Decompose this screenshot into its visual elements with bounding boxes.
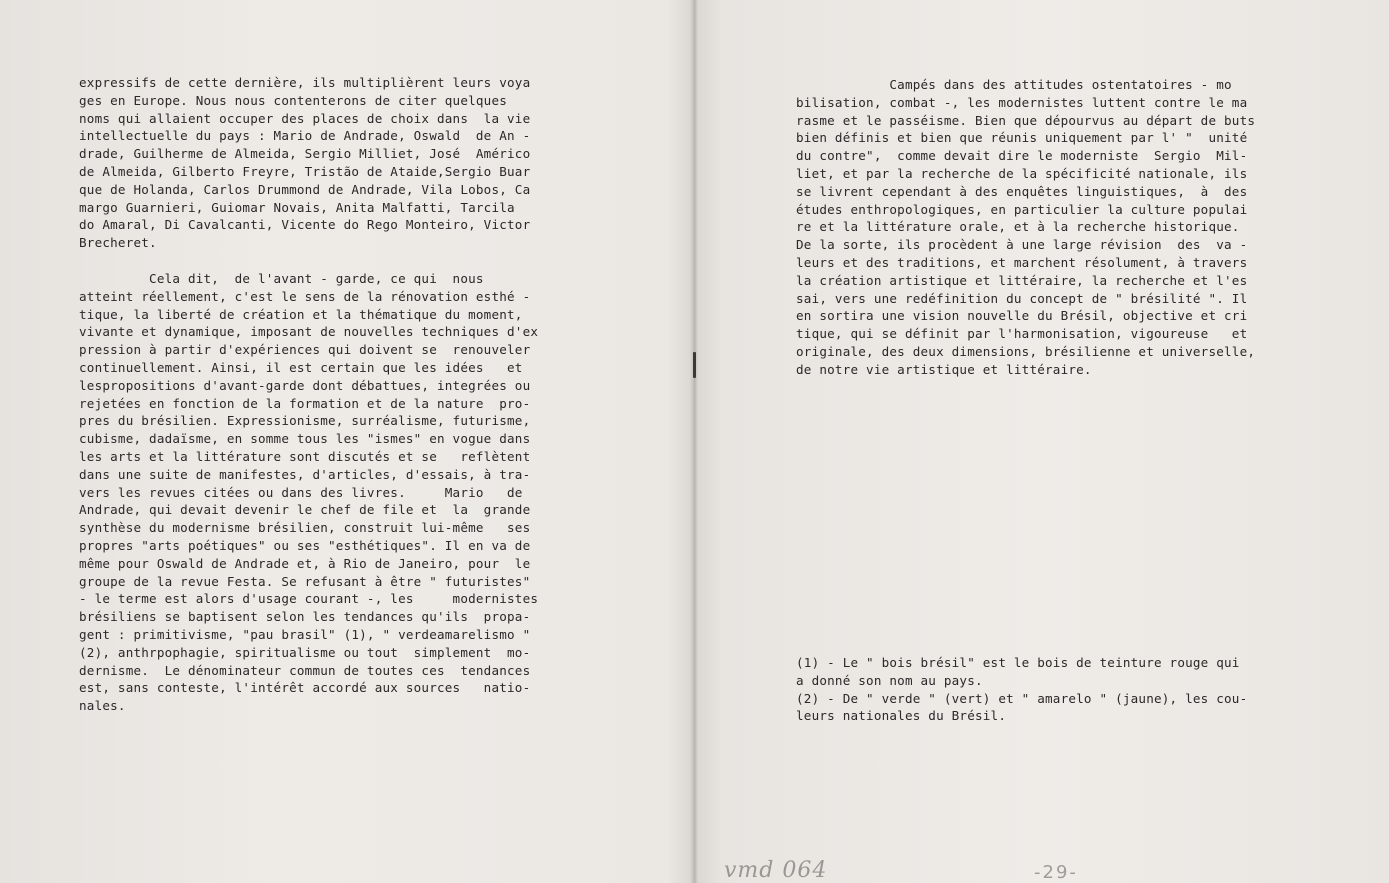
handwritten-note: vmd 064	[724, 858, 828, 883]
text-line: études enthropologiques, en particulier la culture populai	[796, 201, 1248, 217]
text-line: vers les revues citées ou dans des livres. Mario de	[79, 484, 523, 500]
text-line: De la sorte, ils procèdent à une large révision des va -	[796, 237, 1248, 253]
text-line: Andrade, qui devait devenir le chef de file et la grande	[79, 502, 531, 518]
left-paragraph-1	[79, 74, 530, 252]
text-line: originale, des deux dimensions, brésilienne et universelle,	[796, 343, 1256, 359]
text-line: leurs nationales du Brésil.	[796, 708, 1007, 724]
text-line: re et la littérature orale, et à la recherche historique.	[796, 219, 1240, 235]
text-line: de Almeida, Gilberto Freyre, Tristão de Ataide,Sergio Buar	[79, 163, 531, 179]
text-line: du contre", comme devait dire le moderniste Sergio Mil-	[796, 148, 1248, 164]
text-line: Brecheret.	[79, 235, 157, 251]
text-line: est, sans conteste, l'intérêt accordé aux sources natio-	[79, 680, 531, 696]
text-line: que de Holanda, Carlos Drummond de Andrade, Vila Lobos, Ca	[79, 181, 531, 197]
text-line: - le terme est alors d'usage courant -, les modernistes	[79, 591, 539, 607]
text-line: Cela dit, de l'avant - garde, ce qui nous	[79, 271, 484, 286]
text-line: les arts et la littérature sont discutés et se reflètent	[79, 448, 531, 464]
text-line: continuellement. Ainsi, il est certain que les idées et	[79, 359, 523, 375]
text-line: tique, qui se définit par l'harmonisation, vigoureuse et	[796, 326, 1248, 342]
text-line: de notre vie artistique et littéraire.	[796, 361, 1092, 377]
text-line: bien définis et bien que réunis uniquement par l' " unité	[796, 130, 1248, 146]
text-line: gent : primitivisme, "pau brasil" (1), " verdeamarelismo "	[79, 626, 531, 642]
text-line: drade, Guilherme de Almeida, Sergio Milliet, José Américo	[79, 146, 531, 162]
text-line: pres du brésilien. Expressionisme, surréalisme, futurisme,	[79, 413, 531, 429]
text-line: (2) - De " verde " (vert) et " amarelo " (jaune), les cou-	[796, 690, 1248, 706]
text-line: intellectuelle du pays : Mario de Andrade, Oswald de An -	[79, 128, 531, 144]
text-line: margo Guarnieri, Guiomar Novais, Anita Malfatti, Tarcila	[79, 199, 515, 215]
text-line: bilisation, combat -, les modernistes luttent contre le ma	[796, 94, 1248, 110]
text-line: rejetées en fonction de la formation et de la nature pro-	[79, 395, 531, 411]
text-line: ges en Europe. Nous nous contenterons de citer quelques	[79, 92, 508, 108]
text-line: synthèse du modernisme brésilien, construit lui-même ses	[79, 520, 531, 536]
text-line: (2), anthrpophagie, spiritualisme ou tout simplement mo-	[79, 644, 531, 660]
text-line: dans une suite de manifestes, d'articles, d'essais, à tra-	[79, 466, 531, 482]
text-line: leurs et des traditions, et marchent résolument, à travers	[796, 254, 1248, 270]
text-line: la création artistique et littéraire, la recherche et l'es	[796, 272, 1248, 288]
text-line: (1) - Le " bois brésil" est le bois de teinture rouge qui	[796, 655, 1240, 670]
text-line: se livrent cependant à des enquêtes linguistiques, à des	[796, 183, 1248, 199]
text-line: expressifs de cette dernière, ils multiplièrent leurs voya	[79, 75, 531, 90]
text-line: propres "arts poétiques" ou ses "esthétiques". Il en va de	[79, 537, 531, 553]
text-line: en sortira une vision nouvelle du Brésil, objective et cri	[796, 308, 1248, 324]
text-line: nales.	[79, 698, 126, 714]
text-line: vivante et dynamique, imposant de nouvelles techniques d'ex	[79, 324, 539, 340]
page-number: -29-	[1034, 862, 1078, 883]
text-line: a donné son nom au pays.	[796, 672, 983, 688]
text-line: cubisme, dadaïsme, en somme tous les "ismes" en vogue dans	[79, 431, 531, 447]
text-line: groupe de la revue Festa. Se refusant à être " futuristes"	[79, 573, 531, 589]
text-line: lespropositions d'avant-garde dont débattues, integrées ou	[79, 377, 531, 393]
text-line: dernisme. Le dénominateur commun de toutes ces tendances	[79, 662, 531, 678]
text-line: même pour Oswald de Andrade et, à Rio de Janeiro, pour le	[79, 555, 531, 571]
text-line: noms qui allaient occuper des places de choix dans la vie	[79, 110, 531, 126]
left-page	[0, 0, 694, 883]
text-line: sai, vers une redéfinition du concept de " brésilité ". Il	[796, 290, 1248, 306]
right-page	[694, 0, 1389, 883]
text-line: brésiliens se baptisent selon les tendances qu'ils propa-	[79, 609, 531, 625]
text-line: atteint réellement, c'est le sens de la rénovation esthé -	[79, 288, 531, 304]
text-line: tique, la liberté de création et la thématique du moment,	[79, 306, 523, 322]
text-line: pression à partir d'expériences qui doivent se renouveler	[79, 342, 531, 358]
text-line: rasme et le passéisme. Bien que dépourvus au départ de buts	[796, 112, 1256, 128]
text-line: liet, et par la recherche de la spécificité nationale, ils	[796, 165, 1248, 181]
footnotes	[796, 654, 1247, 725]
text-line: do Amaral, Di Cavalcanti, Vicente do Rego Monteiro, Victor	[79, 217, 531, 233]
text-line: Campés dans des attitudes ostentatoires - mo	[796, 77, 1232, 92]
right-paragraph-1	[796, 76, 1255, 379]
left-paragraph-2	[79, 270, 538, 715]
